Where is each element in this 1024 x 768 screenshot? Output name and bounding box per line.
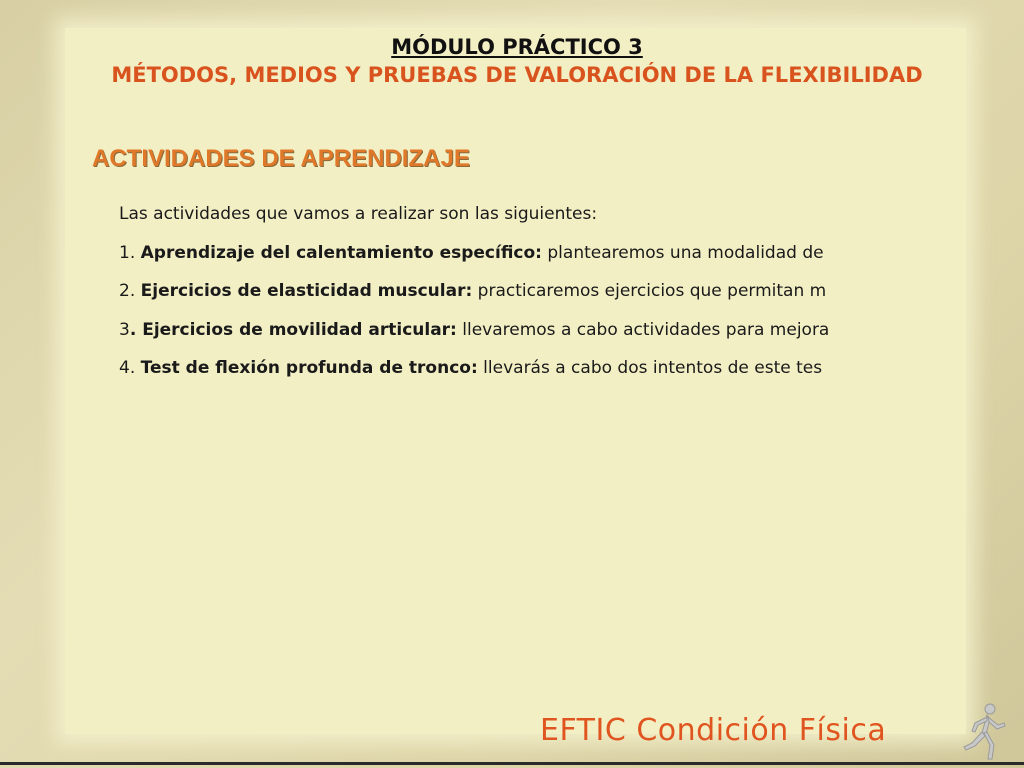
bottom-rule bbox=[0, 762, 1024, 765]
item-title: Aprendizaje del calentamiento específico: bbox=[140, 242, 542, 263]
item-title: . Ejercicios de movilidad articular: bbox=[129, 319, 457, 340]
item-text: llevarás a cabo dos intentos de este tes bbox=[477, 358, 823, 378]
item-number: 1. bbox=[119, 242, 136, 263]
activities-list bbox=[119, 199, 1024, 392]
module-subtitle: MÉTODOS, MEDIOS Y PRUEBAS DE VALORACIÓN DE LA FLEXIBILIDAD bbox=[111, 63, 923, 87]
item-text: llevaremos a cabo actividades para mejora bbox=[456, 319, 830, 340]
item-text: plantearemos una modalidad de bbox=[541, 242, 824, 263]
item-number: 2. bbox=[119, 281, 136, 301]
section-heading: ACTIVIDADES DE APRENDIZAJE bbox=[92, 145, 470, 172]
list-item bbox=[119, 276, 1024, 315]
item-number: 3 bbox=[119, 319, 130, 340]
runner-icon bbox=[960, 703, 1008, 761]
list-item bbox=[119, 238, 1024, 277]
footer-brand: EFTIC Condición Física bbox=[540, 713, 887, 748]
list-item bbox=[119, 353, 1024, 392]
slide-title bbox=[0, 33, 1024, 90]
module-title: MÓDULO PRÁCTICO 3 bbox=[391, 35, 643, 59]
item-title: Ejercicios de elasticidad muscular: bbox=[140, 281, 473, 301]
intro-text: Las actividades que vamos a realizar son las siguientes: bbox=[119, 204, 598, 224]
item-title: Test de flexión profunda de tronco: bbox=[140, 358, 478, 378]
list-item bbox=[119, 315, 1024, 354]
item-text: practicaremos ejercicios que permitan m bbox=[472, 281, 827, 301]
item-number: 4. bbox=[119, 358, 136, 378]
